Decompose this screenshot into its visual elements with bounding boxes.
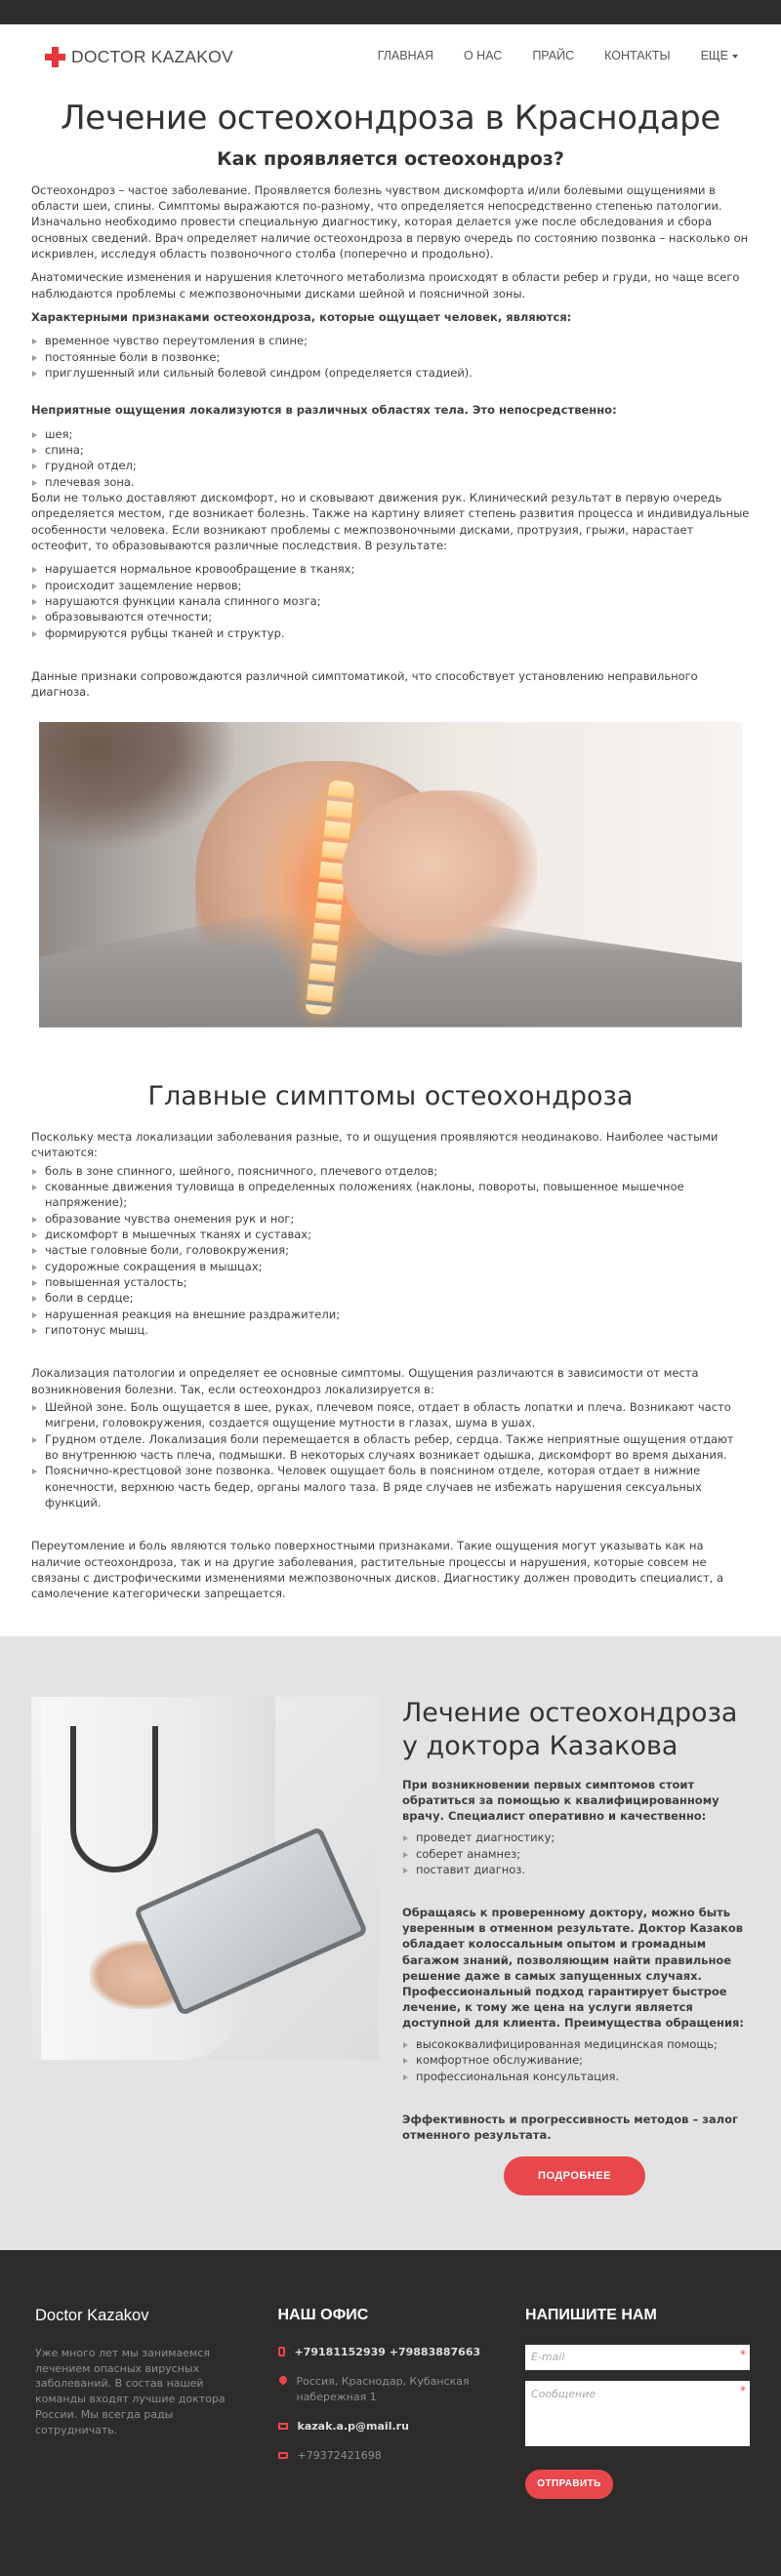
navbar	[0, 24, 781, 89]
list-item: комфортное обслуживание;	[402, 2052, 750, 2068]
article-subtitle: Как проявляется остеохондроз?	[217, 147, 564, 170]
logo[interactable]	[45, 45, 233, 69]
email-placeholder: E-mail	[531, 2351, 565, 2364]
list-item: приглушенный или сильный болевой синдром (определяется стадией).	[31, 365, 750, 381]
list-item: боли в сердце;	[31, 1290, 750, 1306]
mail-icon	[278, 2423, 288, 2430]
list-item: соберет анамнез;	[402, 1846, 750, 1862]
promo-text	[402, 1697, 750, 2195]
required-mark: *	[740, 2347, 746, 2361]
phones-text[interactable]: +79181152939 +79883887663	[294, 2345, 481, 2358]
list-item: поставит диагноз.	[402, 1862, 750, 1877]
logo-text: DOCTOR KAZAKOV	[71, 46, 233, 66]
paragraph-localization: Локализация патологии и определяет ее основные симптомы. Ощущения различаются в зависимости от места возникновения болезни. Так, если остеохондроз локализируется в:	[31, 1366, 699, 1396]
list-item: профессиональная консультация.	[402, 2069, 750, 2084]
promo-list-benefits	[402, 2036, 750, 2084]
paragraph-warning: Переутомление и боль являются только поверхностными признаками. Такие ощущения могут указывать как на наличие остеохондроза, так и на другие заболевания, растительные процессы и нарушения, которые совсем не связаны с дистрофическими изменениями межпозвоночных дисков. Диагностику должен проводить специалист, а самолечение категорически запрещается.	[31, 1539, 724, 1601]
send-button[interactable]: ОТПРАВИТЬ	[525, 2470, 613, 2499]
list-item: частые головные боли, головокружения;	[31, 1242, 750, 1258]
list-areas	[31, 426, 750, 490]
menu-item-home[interactable]: ГЛАВНАЯ	[377, 49, 433, 63]
list-item: временное чувство переутомления в спине;	[31, 333, 750, 348]
form-title: НАПИШИТЕ НАМ	[525, 2307, 657, 2324]
list-item: нарушаются функции канала спинного мозга;	[31, 593, 750, 609]
contact-address	[278, 2374, 526, 2405]
caret-down-icon	[732, 55, 738, 59]
paragraph-symptoms-intro: Поскольку места локализации заболевания разные, то и ощущения проявляются неодинаково. Наиболее частыми считаются:	[31, 1129, 719, 1160]
message-placeholder: Сообщение	[531, 2387, 596, 2400]
office-title: НАШ ОФИС	[277, 2307, 369, 2324]
paragraph-diagnosis-note: Данные признаки сопровождаются различной симптоматикой, что способствует установлению неправильного диагноза.	[31, 668, 698, 700]
list-signs	[31, 333, 750, 381]
promo-paragraph-help: При возникновении первых симптомов стоит обратиться за помощью к квалифицированному врачу. Специалист оперативно и качественно:	[402, 1777, 719, 1824]
footer-description: Уже много лет мы занимаемся лечением опасных вирусных заболеваний. В состав нашей команды входят лучшие доктора России. Мы всегда рады сотрудничать.	[35, 2346, 226, 2437]
email-field[interactable]	[525, 2345, 750, 2370]
email-link[interactable]: kazak.a.p@mail.ru	[297, 2419, 409, 2433]
location-pin-icon	[277, 2374, 288, 2385]
main-menu	[378, 48, 738, 65]
article	[0, 99, 781, 1601]
promo-list-services	[402, 1830, 750, 1877]
footer-about	[31, 2305, 278, 2576]
footer-form	[525, 2305, 750, 2576]
address-text: Россия, Краснодар, Кубанская набережная 1	[296, 2374, 470, 2403]
list-item: проведет диагностику;	[402, 1830, 750, 1845]
list-item: боль в зоне спинного, шейного, поясничного, плечевого отделов;	[31, 1163, 750, 1179]
list-item: гипотонус мышц.	[31, 1322, 750, 1338]
list-item: плечевая зона.	[31, 474, 750, 490]
list-item: грудной отдел;	[31, 458, 750, 473]
list-item: нарушается нормальное кровообращение в тканях;	[31, 561, 750, 577]
menu-item-more[interactable]	[701, 48, 738, 65]
list-item: Шейной зоне. Боль ощущается в шее, руках, плечевом поясе, отдает в область лопатки и плеча. Возникают часто мигрени, головокружения, создается ощущение мутности в глазах, шума в ушах.	[31, 1399, 750, 1431]
list-item: судорожные сокращения в мышцах;	[31, 1259, 750, 1274]
paragraph-areas: Неприятные ощущения локализуются в различных областях тела. Это непосредственно:	[31, 403, 617, 418]
promo-section	[0, 1636, 781, 2250]
phone-icon	[278, 2347, 285, 2356]
list-item: шея;	[31, 426, 750, 442]
footer-office	[278, 2305, 526, 2576]
message-field[interactable]	[525, 2381, 750, 2446]
contact-phones	[278, 2345, 526, 2360]
cross-logo-icon	[45, 47, 65, 67]
paragraph-signs: Характерными признаками остеохондроза, которые ощущает человек, являются:	[31, 310, 572, 325]
neck-pain-photo	[39, 722, 742, 1027]
mobile-icon	[278, 2452, 288, 2459]
list-item: дискомфорт в мышечных тканях и суставах;	[31, 1227, 750, 1242]
more-button[interactable]: ПОДРОБНЕЕ	[504, 2156, 645, 2195]
list-item: нарушенная реакция на внешние раздражители;	[31, 1307, 750, 1322]
menu-item-contacts[interactable]: КОНТАКТЫ	[604, 49, 671, 63]
list-item: повышенная усталость;	[31, 1274, 750, 1290]
menu-item-about[interactable]: О НАС	[463, 49, 503, 63]
phone2-text[interactable]: +79372421698	[297, 2448, 382, 2462]
list-item: образование чувства онемения рук и ног;	[31, 1211, 750, 1227]
footer-brand: Doctor Kazakov	[35, 2307, 149, 2325]
list-zones	[31, 1399, 750, 1510]
list-item: спина;	[31, 442, 750, 458]
required-mark: *	[740, 2383, 746, 2397]
list-item: Пояснично-крестцовой зоне позвонка. Человек ощущает боль в пояснином отделе, которая отдает в нижние конечности, верхнюю часть бедер, органы малого таза. В ряде случаев не избежать нарушения сексуальных функций.	[31, 1463, 750, 1510]
list-item: Грудном отделе. Локализация боли перемещается в область ребер, сердца. Также неприятные ощущения отдают во внутреннюю часть плеча, подмышки. В некоторых случаях возникает одышка, дискомфорт во время дыхания.	[31, 1431, 750, 1464]
list-symptoms	[31, 1163, 750, 1339]
top-band	[0, 0, 781, 24]
contact-phone2	[278, 2448, 526, 2464]
promo-paragraph-methods: Эффективность и прогрессивность методов – залог отменного результата.	[402, 2112, 738, 2143]
menu-item-price[interactable]: ПРАЙС	[532, 49, 575, 63]
list-item: высококвалифицированная медицинская помощь;	[402, 2036, 750, 2052]
paragraph-intro: Остеохондроз – частое заболевание. Проявляется болезнь чувством дискомфорта и/или болевыми ощущениями в области шеи, спины. Симптомы выражаются по-разному, что определяется непосредственно степенью патологии. Изначально необходимо провести специальную диагностику, которая делается уже после обследования и сбора основных сведений. Врач определяет наличие остеохондроза в первую очередь по состоянию позвонка – насколько он искривлен, исследуя область позвоночного столба (поперечно и продольно).	[31, 182, 749, 262]
list-item: скованные движения туловища в определенных положениях (наклоны, повороты, повышенное мышечное напряжение);	[31, 1179, 750, 1211]
doctor-photo	[31, 1697, 379, 2060]
list-item: образовываются отечности;	[31, 609, 750, 624]
list-item: происходит защемление нервов;	[31, 578, 750, 593]
paragraph-anatomy: Анатомические изменения и нарушения клеточного метаболизма происходят в области ребер и груди, но чаще всего наблюдаются проблемы с межпозвоночными дисками шейной и поясничной зоны.	[31, 270, 740, 301]
list-consequences	[31, 561, 750, 641]
promo-paragraph-doctor: Обращаясь к проверенному доктору, можно быть уверенным в отменном результате. Доктор Казаков обладает колоссальным опытом и громадным багажом знаний, позволяющим найти правильное решение даже в самых запущенных случаях. Профессиональный подход гарантирует быстрое лечение, к тому же цена на услуги является доступной для клиента. Преимущества обращения:	[402, 1906, 745, 2030]
paragraph-consequences: Боли не только доставляют дискомфорт, но и сковывают движения рук. Клинический результат в первую очередь определяется местом, где возникает болезнь. Также на картину влияет степень развития процесса и индивидуальные особенности человека. Если возникают проблемы с межпозвоночными дисками, протрузия, грыжи, нарастает остеофит, то образовываются различные последствия. В результате:	[31, 491, 750, 552]
page-title: Лечение остеохондроза в Краснодаре	[61, 99, 720, 138]
promo-title: Лечение остеохондроза у доктора Казакова	[402, 1698, 738, 1762]
footer	[0, 2250, 781, 2576]
menu-item-more-label: ЕЩЕ	[700, 49, 728, 63]
section-title-symptoms: Главные симптомы остеохондроза	[147, 1080, 634, 1111]
contact-email	[278, 2419, 526, 2435]
list-item: формируются рубцы тканей и структур.	[31, 625, 750, 641]
list-item: постоянные боли в позвонке;	[31, 349, 750, 365]
